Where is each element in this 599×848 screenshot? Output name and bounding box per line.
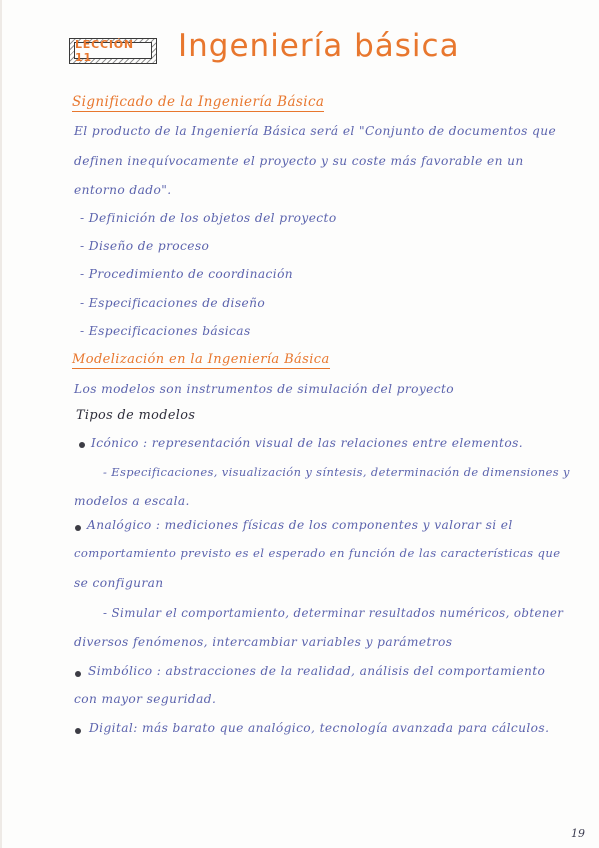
bullet-dot-icon (75, 671, 81, 677)
types-heading: Tipos de modelos (76, 408, 196, 423)
section1-list-item: - Procedimiento de coordinación (80, 267, 294, 281)
section2-intro: Los modelos son instrumentos de simulación del proyecto (74, 382, 455, 396)
model-type-iconico-detail: modelos a escala. (74, 494, 190, 508)
lesson-label-inner (74, 37, 152, 64)
bullet-dot-icon (79, 442, 85, 448)
model-type-analogico-line: se configuran (74, 576, 164, 590)
model-type-simbolico-line: con mayor seguridad. (74, 692, 217, 706)
section1-list-item: - Especificaciones de diseño (80, 296, 266, 310)
section1-list-item: - Especificaciones básicas (80, 324, 251, 338)
section1-paragraph-line-3: entorno dado". (74, 183, 172, 197)
model-type-digital: Digital: más barato que analógico, tecnología avanzada para cálculos. (89, 721, 550, 735)
model-type-analogico: Analógico : mediciones físicas de los componentes y valorar si el (87, 518, 513, 532)
lesson-label-box (69, 38, 157, 64)
section1-list-item: - Diseño de proceso (80, 239, 210, 253)
section1-paragraph-line-2: definen inequívocamente el proyecto y su coste más favorable en un (74, 154, 524, 168)
bullet-dot-icon (75, 525, 81, 531)
model-type-iconico-detail: - Especificaciones, visualización y síntesis, determinación de dimensiones y (103, 465, 570, 479)
lesson-label: LECCIÓN 11 (75, 37, 134, 64)
section2-heading: Modelización en la Ingeniería Básica (72, 352, 330, 367)
model-type-iconico: Icónico : representación visual de las relaciones entre elementos. (91, 436, 524, 450)
bullet-dot-icon (75, 728, 81, 734)
model-type-analogico-detail: - Simular el comportamiento, determinar resultados numéricos, obtener (103, 606, 564, 620)
section1-heading: Significado de la Ingeniería Básica (72, 94, 325, 110)
page-number: 19 (571, 827, 585, 840)
section1-paragraph-line-1: El producto de la Ingeniería Básica será el "Conjunto de documentos que (74, 124, 557, 138)
model-type-analogico-line: comportamiento previsto es el esperado en función de las características que (74, 546, 561, 560)
section1-list-item: - Definición de los objetos del proyecto (80, 211, 337, 225)
page-title: Ingeniería básica (178, 28, 460, 64)
model-type-analogico-detail: diversos fenómenos, intercambiar variables y parámetros (74, 635, 453, 649)
model-type-simbolico: Simbólico : abstracciones de la realidad, análisis del comportamiento (88, 664, 546, 678)
